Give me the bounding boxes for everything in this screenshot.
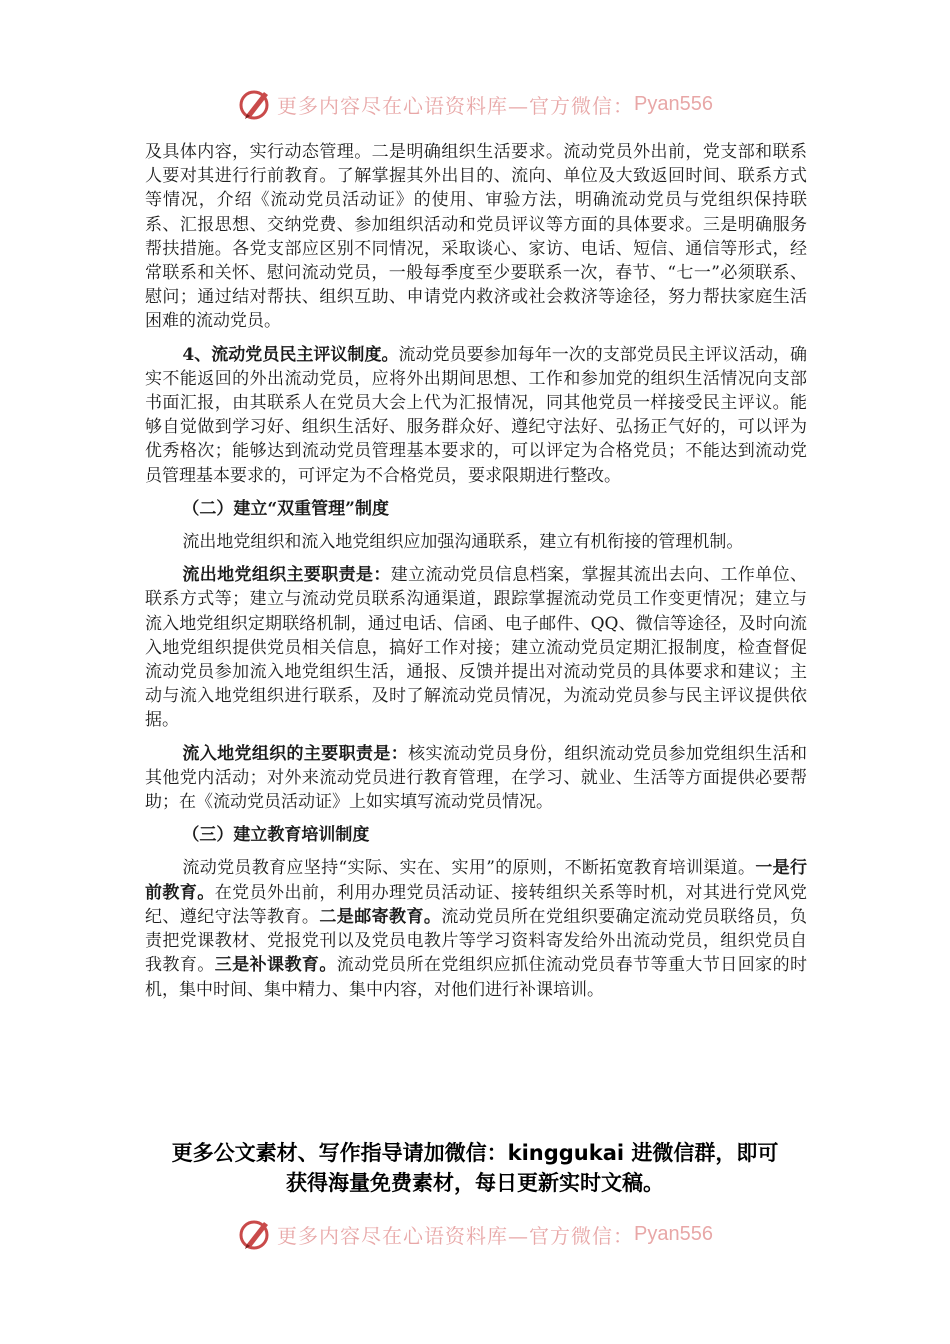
pen-logo-icon	[237, 1216, 273, 1252]
section2-heading: （二）建立“双重管理”制度	[182, 498, 389, 519]
header-banner-account: Pyan556	[634, 92, 713, 115]
section3-heading: （三）建立教育培训制度	[182, 825, 370, 846]
continuation-paragraph: 及具体内容，实行动态管理。二是明确组织生活要求。流动党员外出前，党支部和联系人要对其进行行前教育。了解掌握其外出目的、流向、单位及大致返回时间、联系方式等情况，介绍《流动党员活动证》的使用、审验方法，明确流动党员与党组织保持联系、汇报思想、交纳党费、参加组织活动和党员评议等方面的具体要求。三是明确服务帮扶措施。各党支部应区别不同情况，采取谈心、家访、电话、短信、通信等形式，经常联系和关怀、慰问流动党员，一般每季度至少要联系一次，春节、“七一”必须联系、慰问；通过结对帮扶、组织互助、申请党内救济或社会救济等途径，努力帮扶家庭生活困难的流动党员。	[145, 142, 807, 332]
item4-paragraph	[145, 343, 807, 488]
section3-text-3: 流动党员所在党组织要确定流动党员联络员，负责把党课教材、党报党刊以及党员电教片等学习资料寄发给外出流动党员，组织党员自我教育。	[145, 906, 808, 976]
header-banner-text: 更多内容尽在心语资料库—官方微信：	[277, 93, 635, 118]
item4-title: 4、流动党员民主评议制度。	[182, 344, 399, 365]
inflow-paragraph	[145, 742, 807, 815]
outflow-text: 建立流动党员信息档案，掌握其流出去向、工作单位、联系方式等；建立与流动党员联系沟通渠道，跟踪掌握流动党员工作变更情况；建立与流入地党组织定期联络机制，通过电话、信函、电子邮件、QQ、微信等途径，及时向流入地党组织提供党员相关信息，搞好工作对接；建立流动党员定期汇报制度，检查督促流动党员参加流入地党组织生活，通报、反馈并提出对流动党员的具体要求和建议；主动与流入地党组织进行联系，及时了解流动党员情况，为流动党员参与民主评议提供依据。	[145, 565, 808, 731]
document-body	[145, 140, 807, 1002]
header-banner	[0, 82, 950, 126]
section3-bold-3: 三是补课教育。	[214, 955, 337, 976]
section3-text-2: 在党员外出前，利用办理党员活动证、接转组织关系等时机，对其进行党风党纪、遵纪守法等教育。	[145, 882, 808, 927]
section3-paragraph	[145, 856, 807, 1001]
inflow-text: 核实流动党员身份，组织流动党员参加党组织生活和其他党内活动；对外来流动党员进行教育管理，在学习、就业、生活等方面提供必要帮助；在《流动党员活动证》上如实填写流动党员情况。	[145, 743, 808, 813]
section3-text-1: 流动党员教育应坚持“实际、实在、实用”的原则，不断拓宽教育培训渠道。	[182, 858, 756, 879]
pen-logo-icon	[237, 86, 273, 122]
section2-intro: 流出地党组织和流入地党组织应加强沟通联系，建立有机衔接的管理机制。	[182, 532, 744, 553]
item4-text: 流动党员要参加每年一次的支部党员民主评议活动，确实不能返回的外出流动党员，应将外出期间思想、工作和参加党的组织生活情况向支部书面汇报，由其联系人在党员大会上代为汇报情况，同其他党员一样接受民主评议。能够自觉做到学习好、组织生活好、服务群众好、遵纪守法好、弘扬正气好的，可以评为优秀格次；能够达到流动党员管理基本要求的，可以评定为合格党员；不能达到流动党员管理基本要求的，可评定为不合格党员，要求限期进行整改。	[145, 344, 808, 486]
promo-block	[100, 1138, 850, 1198]
section3-bold-2: 二是邮寄教育。	[319, 906, 442, 927]
footer-banner-text: 更多内容尽在心语资料库—官方微信：	[277, 1223, 635, 1248]
promo-line-1: 更多公文素材、写作指导请加微信：kinggukai 进微信群，即可	[171, 1141, 779, 1165]
footer-banner	[0, 1212, 950, 1256]
section3-bold-1: 一是行前教育。	[145, 858, 807, 903]
inflow-title: 流入地党组织的主要职责是：	[182, 743, 409, 764]
footer-banner-account: Pyan556	[634, 1222, 713, 1245]
section3-text-4: 流动党员所在党组织应抓住流动党员春节等重大节日回家的时机，集中时间、集中精力、集中内容，对他们进行补课培训。	[145, 955, 808, 1000]
outflow-title: 流出地党组织主要职责是：	[182, 565, 391, 586]
promo-line-2: 获得海量免费素材，每日更新实时文稿。	[286, 1171, 664, 1195]
outflow-paragraph	[145, 563, 807, 732]
